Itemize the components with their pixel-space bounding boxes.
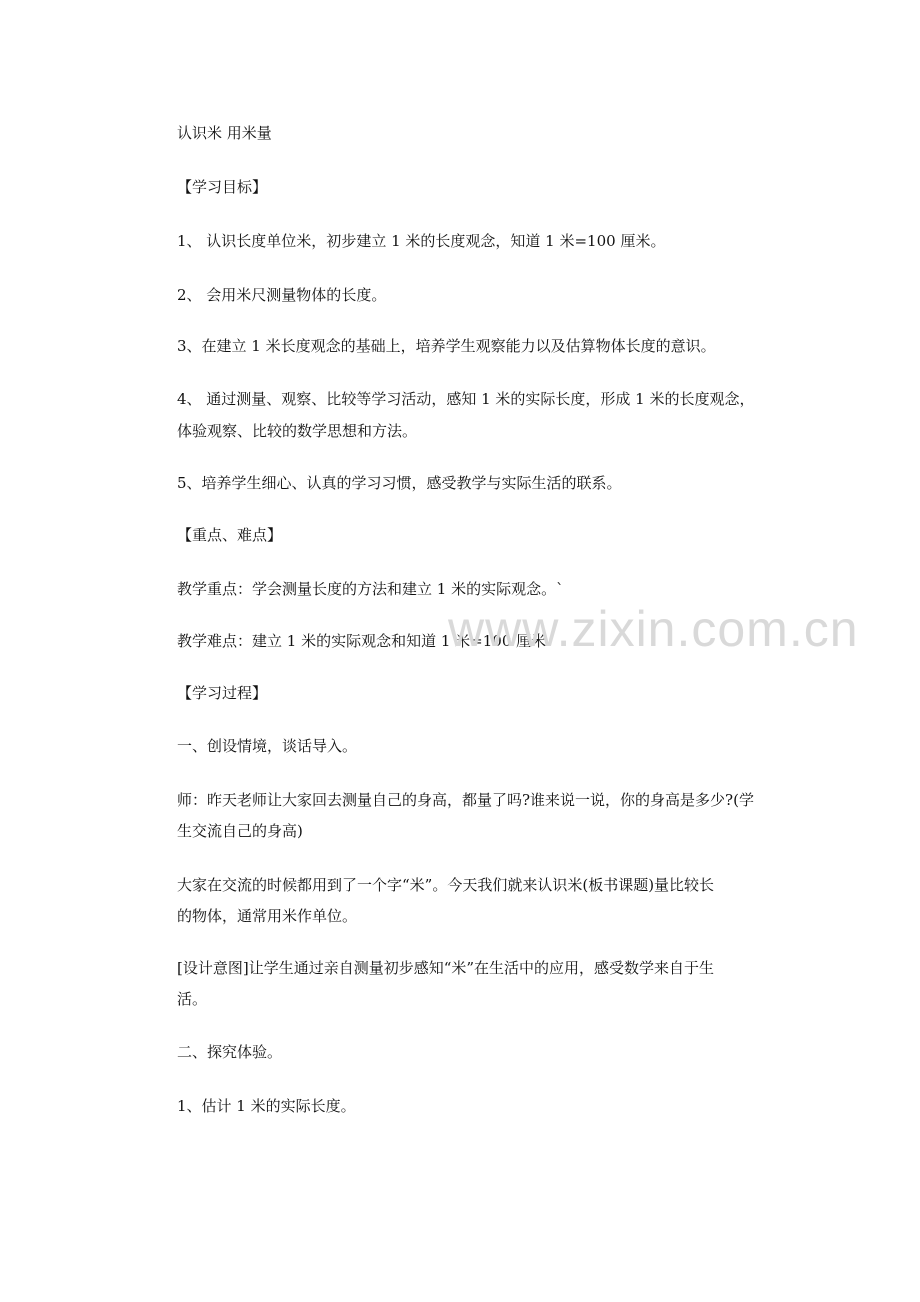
goal-item-5: 5、培养学生细心、认真的学习习惯，感受教学与实际生活的联系。 [177,474,622,492]
paragraph-2-line-2: 的物体，通常用米作单位。 [177,907,358,925]
difficulty: 教学难点：建立 1 米的实际观念和知道 1 米=100 厘米 [177,632,547,650]
goal-item-1: 1、 认识长度单位米，初步建立 1 米的长度观念，知道 1 米=100 厘米。 [177,232,666,250]
step-2: 二、探究体验。 [177,1043,283,1061]
process-heading: 【学习过程】 [177,684,268,702]
document-title: 认识米 用米量 [177,124,272,142]
teacher-line-1: 师：昨天老师让大家回去测量自己的身高，都量了吗?谁来说一说，你的身高是多少?(学 [177,791,754,809]
watermark: www.zixin.com.cn [448,601,859,657]
goal-item-2: 2、 会用米尺测量物体的长度。 [177,286,387,304]
goal-item-3: 3、在建立 1 米长度观念的基础上，培养学生观察能力以及估算物体长度的意识。 [177,337,716,355]
step-2-1: 1、估计 1 米的实际长度。 [177,1097,356,1115]
key-point: 教学重点：学会测量长度的方法和建立 1 米的实际观念。` [177,580,564,598]
goals-heading: 【学习目标】 [177,178,268,196]
key-heading: 【重点、难点】 [177,526,283,544]
goal-item-4: 4、 通过测量、观察、比较等学习活动，感知 1 米的实际长度，形成 1 米的长度观念， [177,390,755,408]
design-line-1: [设计意图]让学生通过亲自测量初步感知“米”在生活中的应用，感受数学来自于生 [177,959,715,977]
paragraph-2-line-1: 大家在交流的时候都用到了一个字“米”。今天我们就来认识米(板书课题)量比较长 [177,876,715,894]
step-1: 一、创设情境，谈话导入。 [177,737,358,755]
goal-item-4-cont: 体验观察、比较的数学思想和方法。 [177,422,418,440]
teacher-line-2: 生交流自己的身高) [177,822,303,840]
design-line-2: 活。 [177,990,208,1008]
